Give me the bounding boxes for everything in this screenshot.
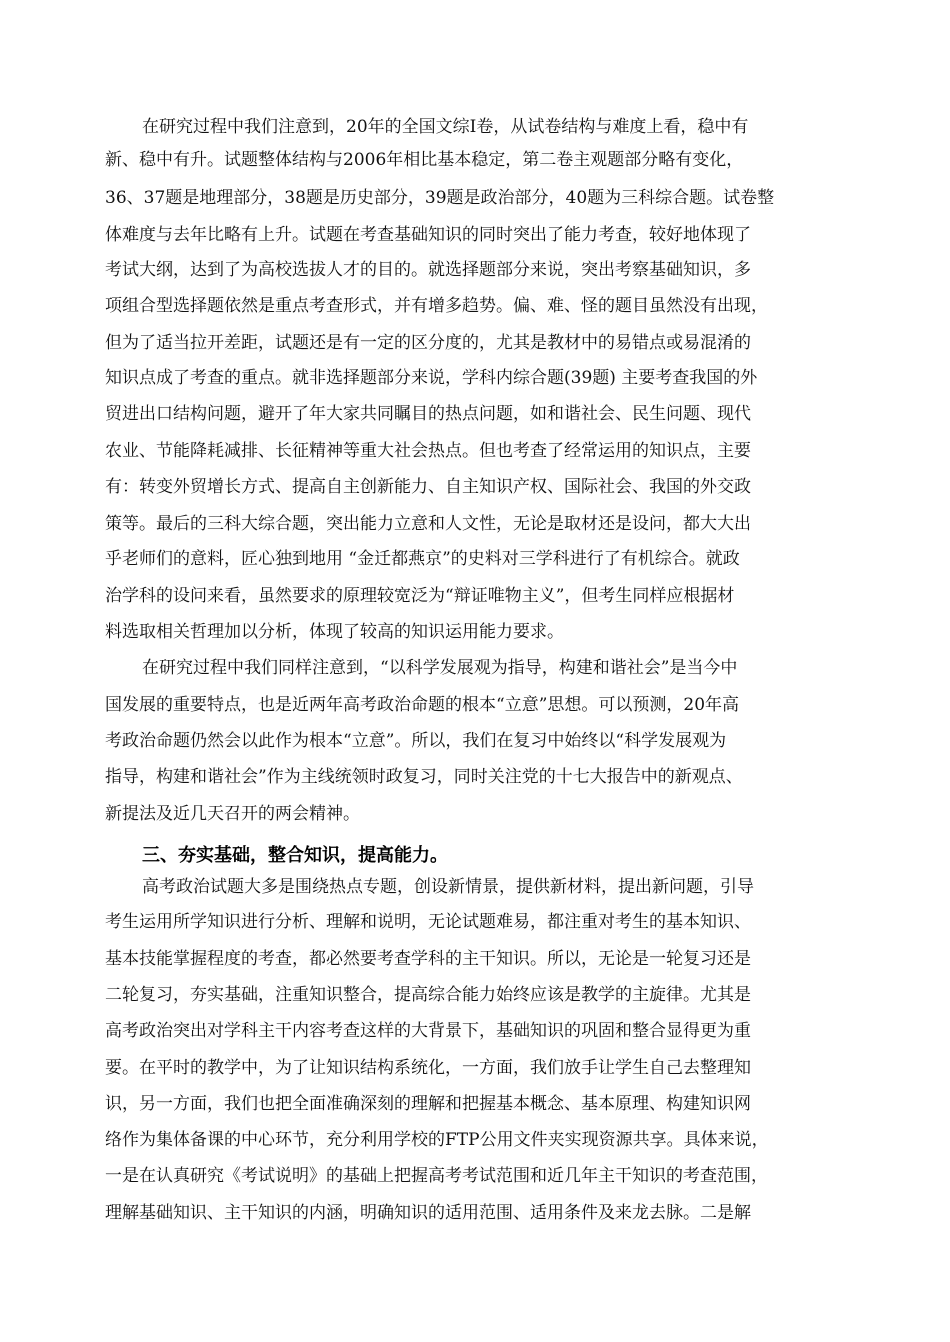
paragraph-2-line: 指导，构建和谐社会”作为主线统领时政复习，同时关注党的十七大报告中的新观点、 bbox=[105, 767, 743, 787]
paragraph-3-line: 识，另一方面，我们也把全面准确深刻的理解和把握基本概念、基本原理、构建知识网 bbox=[105, 1094, 751, 1114]
paragraph-1-line: 乎老师们的意料，匠心独到地用 “金迁都燕京”的史料对三学科进行了有机综合。就政 bbox=[105, 549, 740, 569]
paragraph-3-line: 高考政治试题大多是围绕热点专题，创设新情景，提供新材料，提出新问题，引导 bbox=[142, 877, 754, 897]
paragraph-1-line: 在研究过程中我们注意到，20年的全国文综Ⅰ卷，从试卷结构与难度上看，稳中有 bbox=[142, 117, 749, 137]
paragraph-3-line: 络作为集体备课的中心环节，充分利用学校的FTP公用文件夹实现资源共享。具体来说， bbox=[105, 1130, 769, 1150]
paragraph-1-line: 知识点成了考查的重点。就非选择题部分来说，学科内综合题(39题) 主要考查我国的外 bbox=[105, 368, 758, 388]
paragraph-1-line: 料选取相关哲理加以分析，体现了较高的知识运用能力要求。 bbox=[105, 622, 564, 642]
paragraph-1-line: 36、37题是地理部分，38题是历史部分，39题是政治部分，40题为三科综合题。试卷整 bbox=[105, 188, 775, 208]
paragraph-1-line: 项组合型选择题依然是重点考查形式，并有增多趋势。偏、难、怪的题目虽然没有出现， bbox=[105, 296, 768, 316]
paragraph-3-line: 二轮复习，夯实基础，注重知识整合，提高综合能力始终应该是教学的主旋律。尤其是 bbox=[105, 985, 751, 1005]
paragraph-2-line: 考政治命题仍然会以此作为根本“立意”。所以，我们在复习中始终以“科学发展观为 bbox=[105, 731, 727, 751]
section-heading: 三、夯实基础，整合知识，提高能力。 bbox=[142, 845, 448, 866]
paragraph-3-line: 理解基础知识、主干知识的内涵，明确知识的适用范围、适用条件及来龙去脉。二是解 bbox=[105, 1203, 751, 1223]
paragraph-3-line: 高考政治突出对学科主干内容考查这样的大背景下，基础知识的巩固和整合显得更为重 bbox=[105, 1021, 751, 1041]
paragraph-2-line: 在研究过程中我们同样注意到，“以科学发展观为指导，构建和谐社会”是当今中 bbox=[142, 658, 738, 678]
paragraph-3-line: 一是在认真研究《考试说明》的基础上把握高考考试范围和近几年主干知识的考查范围， bbox=[105, 1166, 768, 1186]
paragraph-1-line: 有：转变外贸增长方式、提高自主创新能力、自主知识产权、国际社会、我国的外交政 bbox=[105, 477, 751, 497]
paragraph-2-line: 新提法及近几天召开的两会精神。 bbox=[105, 804, 360, 824]
paragraph-2-line: 国发展的重要特点，也是近两年高考政治命题的根本“立意”思想。可以预测，20年高 bbox=[105, 695, 740, 715]
paragraph-1-line: 新、稳中有升。试题整体结构与2006年相比基本稳定，第二卷主观题部分略有变化， bbox=[105, 150, 744, 170]
paragraph-1-line: 考试大纲，达到了为高校选拔人才的目的。就选择题部分来说，突出考察基础知识，多 bbox=[105, 260, 751, 280]
paragraph-3-line: 要。在平时的教学中，为了让知识结构系统化，一方面，我们放手让学生自己去整理知 bbox=[105, 1058, 751, 1078]
paragraph-1-line: 体难度与去年比略有上升。试题在考查基础知识的同时突出了能力考查，较好地体现了 bbox=[105, 225, 751, 245]
paragraph-1-line: 但为了适当拉开差距，试题还是有一定的区分度的，尤其是教材中的易错点或易混淆的 bbox=[105, 333, 751, 353]
paragraph-1-line: 策等。最后的三科大综合题，突出能力立意和人文性，无论是取材还是设问，都大大出 bbox=[105, 514, 751, 534]
paragraph-3-line: 考生运用所学知识进行分析、理解和说明，无论试题难易，都注重对考生的基本知识、 bbox=[105, 912, 751, 932]
paragraph-3-line: 基本技能掌握程度的考查，都必然要考查学科的主干知识。所以，无论是一轮复习还是 bbox=[105, 949, 751, 969]
paragraph-1-line: 治学科的设问来看，虽然要求的原理较宽泛为“辩证唯物主义”，但考生同样应根据材 bbox=[105, 586, 735, 606]
paragraph-1-line: 贸进出口结构问题，避开了年大家共同瞩目的热点问题，如和谐社会、民生问题、现代 bbox=[105, 404, 751, 424]
paragraph-1-line: 农业、节能降耗减排、长征精神等重大社会热点。但也考查了经常运用的知识点，主要 bbox=[105, 441, 751, 461]
